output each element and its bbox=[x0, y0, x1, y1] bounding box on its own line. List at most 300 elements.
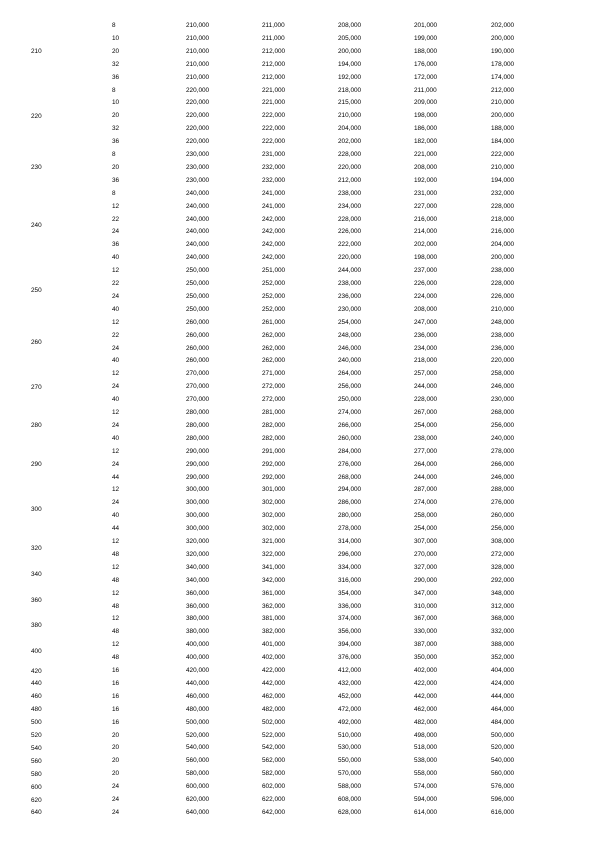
value-cell-1: 240,000 bbox=[186, 241, 210, 249]
value-cell-3: 452,000 bbox=[338, 692, 362, 700]
value-cell-3: 264,000 bbox=[338, 370, 362, 378]
size-cell: 340 bbox=[31, 570, 42, 578]
value-cell-3: 204,000 bbox=[338, 125, 362, 133]
thickness-cell: 12 bbox=[112, 589, 120, 597]
value-cell-5: 464,000 bbox=[491, 705, 515, 713]
value-cell-5: 276,000 bbox=[491, 499, 515, 507]
value-cell-3: 208,000 bbox=[338, 22, 362, 29]
value-cell-3: 230,000 bbox=[338, 305, 362, 313]
value-cell-3: 296,000 bbox=[338, 550, 362, 558]
value-cell-3: 472,000 bbox=[338, 705, 362, 713]
value-cell-4: 209,000 bbox=[414, 99, 438, 107]
value-cell-2: 211,000 bbox=[262, 22, 285, 29]
value-cell-3: 238,000 bbox=[338, 280, 362, 287]
value-cell-2: 252,000 bbox=[262, 292, 286, 300]
value-cell-4: 172,000 bbox=[414, 73, 438, 81]
value-cell-5: 388,000 bbox=[491, 641, 515, 649]
thickness-cell: 44 bbox=[112, 473, 120, 481]
value-cell-1: 220,000 bbox=[186, 112, 210, 120]
table-row bbox=[0, 394, 595, 407]
value-cell-2: 482,000 bbox=[262, 705, 286, 713]
value-cell-1: 500,000 bbox=[186, 718, 210, 726]
table-row bbox=[0, 639, 595, 652]
value-cell-1: 540,000 bbox=[186, 744, 210, 752]
value-cell-1: 280,000 bbox=[186, 409, 210, 416]
value-cell-4: 221,000 bbox=[414, 151, 438, 158]
thickness-cell: 48 bbox=[112, 550, 120, 558]
value-cell-3: 268,000 bbox=[338, 473, 362, 481]
table-row bbox=[0, 368, 595, 381]
value-cell-3: 276,000 bbox=[338, 460, 362, 468]
table-row bbox=[0, 601, 595, 614]
thickness-cell: 24 bbox=[112, 383, 120, 391]
value-cell-1: 340,000 bbox=[186, 563, 210, 571]
value-cell-1: 250,000 bbox=[186, 305, 210, 313]
table-row bbox=[0, 214, 595, 227]
size-cell: 220 bbox=[31, 112, 42, 120]
table-row bbox=[0, 188, 595, 201]
value-cell-4: 216,000 bbox=[414, 215, 438, 223]
table-row bbox=[0, 97, 595, 110]
value-cell-1: 240,000 bbox=[186, 189, 210, 197]
value-cell-1: 300,000 bbox=[186, 512, 210, 520]
value-cell-1: 210,000 bbox=[186, 60, 210, 68]
table-row bbox=[0, 768, 595, 781]
value-cell-4: 387,000 bbox=[414, 641, 438, 649]
value-cell-4: 287,000 bbox=[414, 486, 438, 494]
value-cell-5: 540,000 bbox=[491, 757, 515, 765]
value-cell-4: 186,000 bbox=[414, 125, 438, 133]
value-cell-1: 210,000 bbox=[186, 22, 210, 29]
value-cell-2: 222,000 bbox=[262, 112, 286, 120]
table-row bbox=[0, 226, 595, 239]
value-cell-2: 232,000 bbox=[262, 176, 286, 184]
table-row bbox=[0, 123, 595, 136]
thickness-cell: 16 bbox=[112, 679, 120, 687]
table-row bbox=[0, 781, 595, 794]
value-cell-1: 340,000 bbox=[186, 576, 210, 584]
value-cell-5: 288,000 bbox=[491, 486, 515, 494]
value-cell-1: 380,000 bbox=[186, 615, 210, 623]
value-cell-5: 218,000 bbox=[491, 215, 515, 223]
value-cell-4: 211,000 bbox=[414, 86, 437, 94]
value-cell-5: 220,000 bbox=[491, 357, 515, 365]
value-cell-2: 212,000 bbox=[262, 73, 286, 81]
table-row bbox=[0, 85, 595, 98]
value-cell-1: 210,000 bbox=[186, 47, 210, 55]
table-row bbox=[0, 59, 595, 72]
value-cell-5: 194,000 bbox=[491, 176, 515, 184]
value-cell-2: 642,000 bbox=[262, 808, 286, 816]
size-cell: 240 bbox=[31, 222, 42, 230]
value-cell-3: 246,000 bbox=[338, 344, 362, 352]
size-cell: 400 bbox=[31, 648, 42, 656]
value-cell-5: 258,000 bbox=[491, 370, 515, 378]
thickness-cell: 16 bbox=[112, 667, 120, 674]
value-cell-3: 492,000 bbox=[338, 718, 362, 726]
value-cell-1: 250,000 bbox=[186, 280, 210, 287]
thickness-cell: 8 bbox=[112, 189, 116, 197]
size-cell: 520 bbox=[31, 732, 42, 739]
thickness-cell: 12 bbox=[112, 538, 120, 545]
value-cell-2: 291,000 bbox=[262, 447, 286, 455]
value-cell-4: 198,000 bbox=[414, 112, 438, 120]
value-cell-1: 270,000 bbox=[186, 383, 210, 391]
value-cell-2: 582,000 bbox=[262, 770, 286, 778]
thickness-cell: 20 bbox=[112, 163, 120, 171]
size-cell: 290 bbox=[31, 461, 42, 469]
value-cell-3: 240,000 bbox=[338, 357, 362, 365]
table-row bbox=[0, 472, 595, 485]
size-cell: 300 bbox=[31, 506, 42, 514]
value-cell-2: 261,000 bbox=[262, 318, 286, 326]
size-cell: 460 bbox=[31, 693, 42, 701]
table-row bbox=[0, 665, 595, 678]
size-cell: 420 bbox=[31, 667, 42, 675]
value-cell-4: 310,000 bbox=[414, 602, 438, 610]
thickness-cell: 40 bbox=[112, 512, 120, 520]
value-cell-3: 236,000 bbox=[338, 292, 362, 300]
size-cell: 560 bbox=[31, 757, 42, 765]
table-row bbox=[0, 162, 595, 175]
table-row bbox=[0, 794, 595, 807]
value-cell-5: 520,000 bbox=[491, 744, 515, 752]
value-cell-1: 250,000 bbox=[186, 292, 210, 300]
table-row bbox=[0, 381, 595, 394]
thickness-cell: 40 bbox=[112, 254, 120, 262]
value-cell-4: 224,000 bbox=[414, 292, 438, 300]
size-cell: 540 bbox=[31, 744, 42, 752]
table-row bbox=[0, 407, 595, 420]
value-cell-1: 460,000 bbox=[186, 692, 210, 700]
value-cell-2: 272,000 bbox=[262, 396, 286, 404]
value-cell-5: 222,000 bbox=[491, 151, 515, 158]
table-row bbox=[0, 136, 595, 149]
size-cell: 260 bbox=[31, 338, 42, 346]
value-cell-2: 281,000 bbox=[262, 409, 286, 416]
value-cell-3: 570,000 bbox=[338, 770, 362, 778]
value-cell-3: 334,000 bbox=[338, 563, 362, 571]
value-cell-2: 262,000 bbox=[262, 331, 286, 339]
thickness-cell: 48 bbox=[112, 602, 120, 610]
table-row bbox=[0, 343, 595, 356]
value-cell-1: 400,000 bbox=[186, 641, 210, 649]
table-row bbox=[0, 252, 595, 265]
value-cell-2: 272,000 bbox=[262, 383, 286, 391]
value-cell-3: 200,000 bbox=[338, 47, 362, 55]
value-cell-1: 280,000 bbox=[186, 421, 210, 429]
value-cell-2: 401,000 bbox=[262, 641, 286, 649]
value-cell-5: 228,000 bbox=[491, 202, 515, 210]
value-cell-5: 230,000 bbox=[491, 396, 515, 404]
value-cell-1: 220,000 bbox=[186, 125, 210, 133]
value-cell-5: 484,000 bbox=[491, 718, 515, 726]
value-cell-3: 628,000 bbox=[338, 808, 362, 816]
value-cell-1: 270,000 bbox=[186, 396, 210, 404]
value-cell-4: 498,000 bbox=[414, 731, 438, 739]
value-cell-4: 182,000 bbox=[414, 138, 438, 146]
table-row bbox=[0, 72, 595, 85]
table-row bbox=[0, 717, 595, 730]
value-cell-3: 220,000 bbox=[338, 254, 362, 262]
value-cell-1: 220,000 bbox=[186, 99, 210, 107]
value-cell-5: 266,000 bbox=[491, 460, 515, 468]
table-row bbox=[0, 678, 595, 691]
value-cell-2: 242,000 bbox=[262, 228, 286, 236]
value-cell-1: 220,000 bbox=[186, 86, 210, 94]
value-cell-4: 192,000 bbox=[414, 176, 438, 184]
value-cell-5: 200,000 bbox=[491, 112, 515, 120]
value-cell-2: 212,000 bbox=[262, 47, 286, 55]
thickness-cell: 10 bbox=[112, 99, 120, 107]
thickness-cell: 48 bbox=[112, 628, 120, 636]
value-cell-4: 201,000 bbox=[414, 22, 438, 29]
value-cell-1: 320,000 bbox=[186, 538, 210, 545]
value-cell-3: 260,000 bbox=[338, 434, 362, 442]
value-cell-5: 190,000 bbox=[491, 47, 515, 55]
thickness-cell: 10 bbox=[112, 34, 120, 42]
value-cell-2: 222,000 bbox=[262, 138, 286, 146]
value-cell-3: 202,000 bbox=[338, 138, 362, 146]
value-cell-3: 212,000 bbox=[338, 176, 362, 184]
thickness-cell: 22 bbox=[112, 331, 120, 339]
value-cell-5: 236,000 bbox=[491, 344, 515, 352]
value-cell-2: 382,000 bbox=[262, 628, 286, 636]
value-cell-3: 194,000 bbox=[338, 60, 362, 68]
thickness-cell: 8 bbox=[112, 22, 116, 29]
value-cell-3: 218,000 bbox=[338, 86, 362, 94]
table-row bbox=[0, 355, 595, 368]
value-cell-5: 576,000 bbox=[491, 783, 515, 791]
value-cell-4: 614,000 bbox=[414, 808, 438, 816]
value-cell-5: 246,000 bbox=[491, 383, 515, 391]
value-cell-2: 422,000 bbox=[262, 667, 286, 674]
value-cell-2: 241,000 bbox=[262, 189, 286, 197]
value-cell-5: 200,000 bbox=[491, 254, 515, 262]
value-cell-5: 368,000 bbox=[491, 615, 515, 623]
value-cell-2: 242,000 bbox=[262, 254, 286, 262]
value-cell-3: 376,000 bbox=[338, 654, 362, 662]
table-row bbox=[0, 278, 595, 291]
value-cell-5: 444,000 bbox=[491, 692, 515, 700]
value-cell-4: 254,000 bbox=[414, 525, 438, 533]
value-cell-2: 381,000 bbox=[262, 615, 286, 623]
table-row bbox=[0, 239, 595, 252]
size-cell: 360 bbox=[31, 596, 42, 604]
value-cell-1: 320,000 bbox=[186, 550, 210, 558]
table-row bbox=[0, 510, 595, 523]
value-cell-3: 608,000 bbox=[338, 796, 362, 803]
thickness-cell: 24 bbox=[112, 292, 120, 300]
size-cell: 380 bbox=[31, 622, 42, 630]
thickness-cell: 24 bbox=[112, 460, 120, 468]
value-cell-4: 267,000 bbox=[414, 409, 438, 416]
value-cell-1: 400,000 bbox=[186, 654, 210, 662]
value-cell-1: 480,000 bbox=[186, 705, 210, 713]
value-cell-4: 558,000 bbox=[414, 770, 438, 778]
value-cell-3: 210,000 bbox=[338, 112, 362, 120]
value-cell-3: 316,000 bbox=[338, 576, 362, 584]
value-cell-4: 462,000 bbox=[414, 705, 438, 713]
thickness-cell: 22 bbox=[112, 215, 120, 223]
thickness-cell: 12 bbox=[112, 370, 120, 378]
value-cell-4: 228,000 bbox=[414, 396, 438, 404]
thickness-cell: 24 bbox=[112, 421, 120, 429]
thickness-cell: 36 bbox=[112, 138, 120, 146]
size-cell: 620 bbox=[31, 796, 42, 804]
value-cell-5: 210,000 bbox=[491, 163, 515, 171]
value-cell-3: 374,000 bbox=[338, 615, 362, 623]
table-row bbox=[0, 523, 595, 536]
value-cell-3: 234,000 bbox=[338, 202, 362, 210]
value-cell-4: 202,000 bbox=[414, 241, 438, 249]
value-cell-3: 226,000 bbox=[338, 228, 362, 236]
value-cell-5: 312,000 bbox=[491, 602, 515, 610]
value-cell-5: 238,000 bbox=[491, 331, 515, 339]
table-row bbox=[0, 562, 595, 575]
value-cell-4: 226,000 bbox=[414, 280, 438, 287]
value-cell-2: 262,000 bbox=[262, 357, 286, 365]
value-cell-2: 442,000 bbox=[262, 679, 286, 687]
table-row bbox=[0, 201, 595, 214]
value-cell-4: 270,000 bbox=[414, 550, 438, 558]
value-cell-3: 278,000 bbox=[338, 525, 362, 533]
table-row bbox=[0, 265, 595, 278]
value-cell-1: 240,000 bbox=[186, 254, 210, 262]
value-cell-5: 404,000 bbox=[491, 667, 515, 674]
thickness-cell: 24 bbox=[112, 796, 120, 803]
size-cell: 270 bbox=[31, 383, 42, 391]
value-cell-1: 360,000 bbox=[186, 602, 210, 610]
value-cell-2: 221,000 bbox=[262, 99, 286, 107]
value-cell-5: 278,000 bbox=[491, 447, 515, 455]
value-cell-2: 562,000 bbox=[262, 757, 286, 765]
value-cell-4: 347,000 bbox=[414, 589, 438, 597]
table-row bbox=[0, 807, 595, 820]
value-cell-2: 602,000 bbox=[262, 783, 286, 791]
value-cell-4: 277,000 bbox=[414, 447, 438, 455]
value-cell-5: 500,000 bbox=[491, 731, 515, 739]
size-cell: 250 bbox=[31, 286, 42, 294]
size-cell: 210 bbox=[31, 48, 42, 56]
value-cell-2: 292,000 bbox=[262, 460, 286, 468]
value-cell-3: 228,000 bbox=[338, 215, 362, 223]
value-cell-4: 330,000 bbox=[414, 628, 438, 636]
thickness-cell: 12 bbox=[112, 409, 120, 416]
value-cell-3: 356,000 bbox=[338, 628, 362, 636]
value-cell-5: 292,000 bbox=[491, 576, 515, 584]
value-cell-1: 300,000 bbox=[186, 486, 210, 494]
table-row bbox=[0, 291, 595, 304]
value-cell-4: 247,000 bbox=[414, 318, 438, 326]
value-cell-1: 230,000 bbox=[186, 151, 210, 158]
table-row bbox=[0, 549, 595, 562]
value-cell-1: 560,000 bbox=[186, 757, 210, 765]
value-cell-3: 254,000 bbox=[338, 318, 362, 326]
value-cell-4: 227,000 bbox=[414, 202, 438, 210]
value-cell-2: 362,000 bbox=[262, 602, 286, 610]
value-cell-2: 232,000 bbox=[262, 163, 286, 171]
size-cell: 580 bbox=[31, 770, 42, 778]
value-cell-1: 290,000 bbox=[186, 447, 210, 455]
thickness-cell: 16 bbox=[112, 692, 120, 700]
thickness-cell: 20 bbox=[112, 757, 120, 765]
value-cell-1: 300,000 bbox=[186, 499, 210, 507]
value-cell-2: 302,000 bbox=[262, 499, 286, 507]
size-cell: 320 bbox=[31, 544, 42, 552]
value-cell-5: 240,000 bbox=[491, 434, 515, 442]
thickness-cell: 8 bbox=[112, 151, 116, 158]
value-cell-4: 274,000 bbox=[414, 499, 438, 507]
value-cell-5: 210,000 bbox=[491, 305, 515, 313]
value-cell-5: 308,000 bbox=[491, 538, 515, 545]
value-cell-1: 240,000 bbox=[186, 202, 210, 210]
table-row bbox=[0, 497, 595, 510]
value-cell-3: 244,000 bbox=[338, 267, 362, 275]
value-cell-3: 510,000 bbox=[338, 731, 362, 739]
value-cell-4: 238,000 bbox=[414, 434, 438, 442]
value-cell-1: 520,000 bbox=[186, 731, 210, 739]
value-cell-5: 228,000 bbox=[491, 280, 515, 287]
thickness-cell: 20 bbox=[112, 770, 120, 778]
value-cell-4: 188,000 bbox=[414, 47, 438, 55]
value-cell-4: 218,000 bbox=[414, 357, 438, 365]
value-cell-3: 284,000 bbox=[338, 447, 362, 455]
value-cell-1: 360,000 bbox=[186, 589, 210, 597]
value-cell-5: 204,000 bbox=[491, 241, 515, 249]
value-cell-2: 322,000 bbox=[262, 550, 286, 558]
table-row bbox=[0, 536, 595, 549]
value-cell-5: 246,000 bbox=[491, 473, 515, 481]
value-cell-4: 594,000 bbox=[414, 796, 438, 803]
value-cell-1: 240,000 bbox=[186, 215, 210, 223]
value-cell-5: 332,000 bbox=[491, 628, 515, 636]
value-cell-2: 301,000 bbox=[262, 486, 286, 494]
table-row bbox=[0, 33, 595, 46]
thickness-cell: 20 bbox=[112, 744, 120, 752]
thickness-cell: 36 bbox=[112, 73, 120, 81]
table-row bbox=[0, 613, 595, 626]
value-cell-3: 336,000 bbox=[338, 602, 362, 610]
value-cell-3: 412,000 bbox=[338, 667, 362, 674]
value-cell-3: 530,000 bbox=[338, 744, 362, 752]
value-cell-2: 282,000 bbox=[262, 421, 286, 429]
table-row bbox=[0, 330, 595, 343]
value-cell-5: 212,000 bbox=[491, 86, 515, 94]
value-cell-4: 254,000 bbox=[414, 421, 438, 429]
thickness-cell: 44 bbox=[112, 525, 120, 533]
value-cell-1: 210,000 bbox=[186, 34, 210, 42]
value-cell-5: 178,000 bbox=[491, 60, 515, 68]
thickness-cell: 48 bbox=[112, 576, 120, 584]
value-cell-1: 440,000 bbox=[186, 679, 210, 687]
value-cell-3: 192,000 bbox=[338, 73, 362, 81]
value-cell-4: 198,000 bbox=[414, 254, 438, 262]
value-cell-2: 242,000 bbox=[262, 215, 286, 223]
value-cell-5: 184,000 bbox=[491, 138, 515, 146]
thickness-cell: 20 bbox=[112, 731, 120, 739]
thickness-cell: 20 bbox=[112, 112, 120, 120]
thickness-cell: 12 bbox=[112, 202, 120, 210]
value-cell-1: 230,000 bbox=[186, 163, 210, 171]
table-row bbox=[0, 652, 595, 665]
value-cell-2: 302,000 bbox=[262, 512, 286, 520]
value-cell-1: 240,000 bbox=[186, 228, 210, 236]
value-cell-1: 580,000 bbox=[186, 770, 210, 778]
value-cell-4: 350,000 bbox=[414, 654, 438, 662]
value-cell-3: 294,000 bbox=[338, 486, 362, 494]
thickness-cell: 12 bbox=[112, 486, 120, 494]
